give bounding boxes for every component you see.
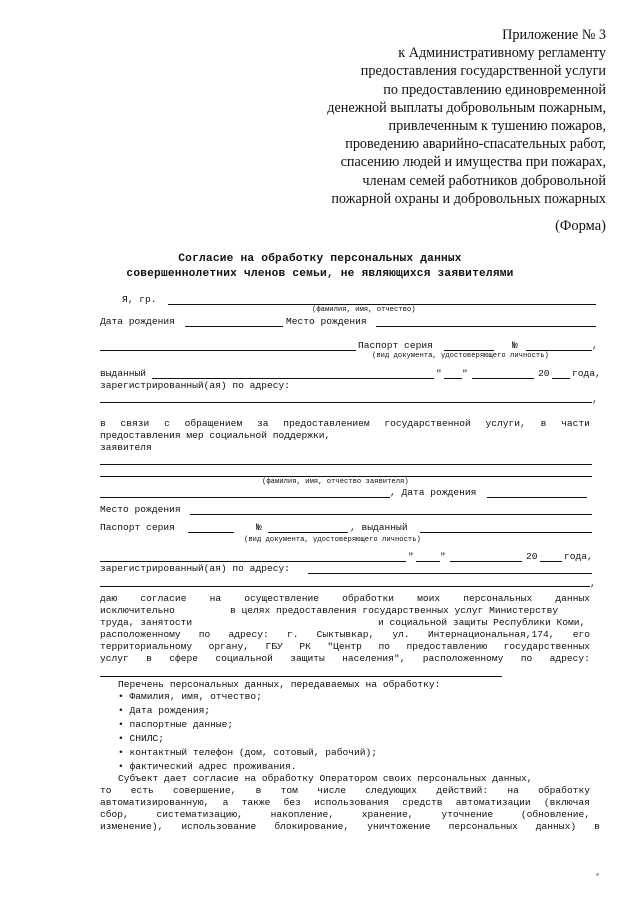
appendix-line: проведению аварийно-спасательных работ, (345, 136, 606, 153)
word: обработки (342, 593, 394, 604)
number-sign: № (512, 340, 518, 351)
appendix-line: привлеченным к тушению пожаров, (388, 118, 606, 135)
word: (включая (543, 797, 590, 808)
comma: , (592, 340, 598, 351)
list-item: • Дата рождения; (118, 705, 211, 716)
word: средств (402, 797, 443, 808)
word: РК (299, 641, 311, 652)
document-title-line1: Согласие на обработку персональных данных (178, 253, 462, 265)
word: том (280, 785, 298, 796)
word: по (378, 641, 390, 652)
consent-line-3-right: и социальной защиты Республики Коми, (378, 617, 586, 628)
word: Сыктывкар, (316, 629, 375, 640)
word: предоставлением (283, 418, 370, 429)
word: связи (120, 418, 150, 429)
word: даю (100, 593, 118, 604)
applicant-issued-year[interactable] (540, 561, 562, 562)
word: органу, (208, 641, 249, 652)
word: осуществление (244, 593, 320, 604)
word: уничтожение (367, 821, 431, 832)
word: адресу: (549, 653, 590, 664)
word: по (520, 653, 533, 664)
consent-line-6 (100, 653, 590, 664)
consent-line-2-left: исключительно (100, 605, 175, 616)
word: также (241, 797, 271, 808)
word: а (222, 797, 229, 808)
word: ул. (392, 629, 410, 640)
center-address-field[interactable] (100, 676, 502, 677)
applicant-issued-by-field[interactable] (100, 561, 406, 562)
birth-place-label: Место рождения (286, 316, 367, 327)
list-item: • фактический адрес проживания. (118, 761, 297, 772)
issued-day-field[interactable] (444, 378, 462, 379)
address-continuation-line[interactable] (100, 350, 356, 351)
word: на (209, 593, 222, 604)
word: предоставлению (406, 641, 488, 652)
applicant-passport-number[interactable] (268, 532, 348, 533)
word: услуги, (485, 418, 526, 429)
registered-label-2: зарегистрированный(ая) по адресу: (100, 563, 290, 574)
word: хранение, (361, 809, 414, 820)
issued-by-field[interactable] (152, 378, 434, 379)
in-connection-line (100, 418, 590, 429)
word: персональных (448, 821, 518, 832)
doc-hint: (вид документа, удостоверяющего личность) (372, 352, 549, 360)
scan-dot (596, 873, 599, 876)
list-item: • паспортные данные; (118, 719, 234, 730)
word: по (198, 629, 211, 640)
word: г. (286, 629, 299, 640)
word: моих (417, 593, 441, 604)
word: обработку (538, 785, 590, 796)
number-sign-2: № (256, 522, 262, 533)
word: Интернациональная,174, (427, 629, 555, 640)
quote-open-2: " (408, 551, 414, 562)
word: есть (130, 785, 154, 796)
applicant-passport-series[interactable] (188, 532, 234, 533)
issued-label: выданный (100, 368, 147, 379)
subject-line-1: Субъект дает согласие на обработку Оператором своих персональных данных, (118, 773, 533, 784)
consent-line-5 (100, 641, 590, 652)
appendix-line: пожарной охраны и добровольных пожарных (331, 190, 606, 207)
word: данных (555, 593, 590, 604)
fio-hint-2: (фамилия, имя, отчество заявителя) (262, 478, 409, 486)
word: числе (317, 785, 346, 796)
word: "Центр (327, 641, 362, 652)
year-suffix-2: года, (564, 551, 593, 562)
word: то (100, 785, 112, 796)
passport-number-field[interactable] (526, 350, 592, 351)
passport-series-field[interactable] (444, 350, 494, 351)
subject-line-2 (100, 785, 590, 796)
word: государственной (384, 418, 471, 429)
passport-series-label: Паспорт серия (358, 340, 433, 351)
word: на (507, 785, 519, 796)
appendix-line: по предоставлению единовременной (383, 81, 606, 98)
appendix-header (306, 26, 606, 208)
word: блокирование, (274, 821, 350, 832)
birth-place-field[interactable] (376, 326, 596, 327)
word: государственных (503, 641, 590, 652)
word: действий: (436, 785, 489, 796)
word: его (572, 629, 590, 640)
word: использования (314, 797, 390, 808)
applicant-issued-day[interactable] (416, 561, 440, 562)
issued-label-2: , выданный (350, 522, 408, 533)
applicant-birth-place-field[interactable] (190, 514, 592, 515)
year-suffix: года, (572, 368, 601, 379)
appendix-line: Приложение № 3 (502, 27, 606, 43)
word: в (100, 418, 106, 429)
word: защиты (290, 653, 325, 664)
word: населения", (342, 653, 406, 664)
applicant-label: заявителя (100, 442, 152, 453)
quote-close-2: " (440, 551, 446, 562)
word: систематизацию, (156, 809, 243, 820)
word: изменение), (100, 821, 164, 832)
word: ГБУ (265, 641, 283, 652)
i-citizen-label: Я, гр. (122, 294, 157, 305)
consent-line-2-right: в целях предоставления государственных услуг Министерству (230, 605, 559, 616)
comma-3: , (590, 578, 596, 589)
consent-line-4 (100, 629, 590, 640)
issued-month-field[interactable] (472, 378, 534, 379)
passport-series-label-2: Паспорт серия (100, 522, 175, 533)
word: согласие (140, 593, 187, 604)
birth-date-label: Дата рождения (100, 316, 175, 327)
subject-line-3 (100, 797, 590, 808)
document-title-line2: совершеннолетних членов семьи, не являющихся заявителями (126, 268, 514, 280)
appendix-line: спасению людей и имущества при пожарах, (340, 154, 606, 171)
birth-place-label-2: Место рождения (100, 504, 181, 515)
word: уточнение (441, 809, 494, 820)
applicant-address-field-2[interactable] (100, 586, 590, 587)
list-item: • СНИЛС; (118, 733, 165, 744)
word: с (164, 418, 170, 429)
registered-address-field[interactable] (100, 402, 592, 403)
birth-date-field[interactable] (185, 326, 283, 327)
registered-label: зарегистрированный(ая) по адресу: (100, 380, 290, 391)
form-label: (Форма) (555, 218, 606, 234)
applicant-fio-field[interactable] (100, 464, 592, 465)
applicant-issued-field[interactable] (420, 532, 592, 533)
year-prefix: 20 (538, 368, 550, 379)
subject-line-4 (100, 809, 590, 820)
appendix-line: к Административному регламенту (398, 45, 606, 62)
word: автоматизации (455, 797, 531, 808)
word: без (283, 797, 301, 808)
word: в (540, 418, 547, 429)
appendix-line: предоставления государственной услуги (360, 63, 606, 80)
word: услуг (100, 653, 129, 664)
applicant-name-field[interactable] (100, 497, 390, 498)
word: следующих (365, 785, 418, 796)
word: за (256, 418, 269, 429)
list-item: • контактный телефон (дом, сотовый, рабочий); (118, 747, 378, 758)
word: части (561, 418, 590, 429)
applicant-fio-field-2[interactable] (100, 476, 592, 477)
word: (обновление, (520, 809, 590, 820)
word: накопление, (270, 809, 334, 820)
quote-close: " (462, 368, 468, 379)
applicant-address-field[interactable] (308, 573, 592, 574)
appendix-line: членам семей работников добровольной (362, 172, 606, 189)
word: социальной (215, 653, 273, 664)
consent-line-1 (100, 593, 590, 604)
doc-hint-2: (вид документа, удостоверяющего личность) (244, 536, 421, 544)
word: сбор, (100, 809, 129, 820)
comma-2: , (592, 394, 598, 405)
issued-year-field[interactable] (552, 378, 570, 379)
subject-line-5 (100, 821, 600, 832)
word: в (146, 653, 152, 664)
applicant-birth-date-field[interactable] (487, 497, 587, 498)
word: данных) (535, 821, 577, 832)
word: расположенному (422, 653, 504, 664)
fio-line[interactable] (168, 304, 596, 305)
word: персональных (463, 593, 533, 604)
appendix-line: денежной выплаты добровольным пожарным, (327, 99, 606, 116)
list-item: • Фамилия, имя, отчество; (118, 691, 262, 702)
quote-open: " (436, 368, 442, 379)
word: использование (181, 821, 257, 832)
word: в (594, 821, 600, 832)
word: обращением (184, 418, 243, 429)
applicant-issued-month[interactable] (450, 561, 522, 562)
word: сфере (169, 653, 199, 664)
word: расположенному (100, 629, 181, 640)
provision-line: предоставления мер социальной поддержки, (100, 430, 331, 441)
year-prefix-2: 20 (526, 551, 538, 562)
word: автоматизированную, (100, 797, 210, 808)
word: территориальному (100, 641, 193, 652)
word: совершение, (173, 785, 237, 796)
word: адресу: (228, 629, 269, 640)
fio-hint: (фамилия, имя, отчество) (312, 306, 416, 314)
list-heading: Перечень персональных данных, передаваемых на обработку: (118, 679, 441, 690)
word: в (255, 785, 262, 796)
consent-line-3-left: труда, занятости (100, 617, 193, 628)
birth-date-label-2: , Дата рождения (390, 487, 477, 498)
